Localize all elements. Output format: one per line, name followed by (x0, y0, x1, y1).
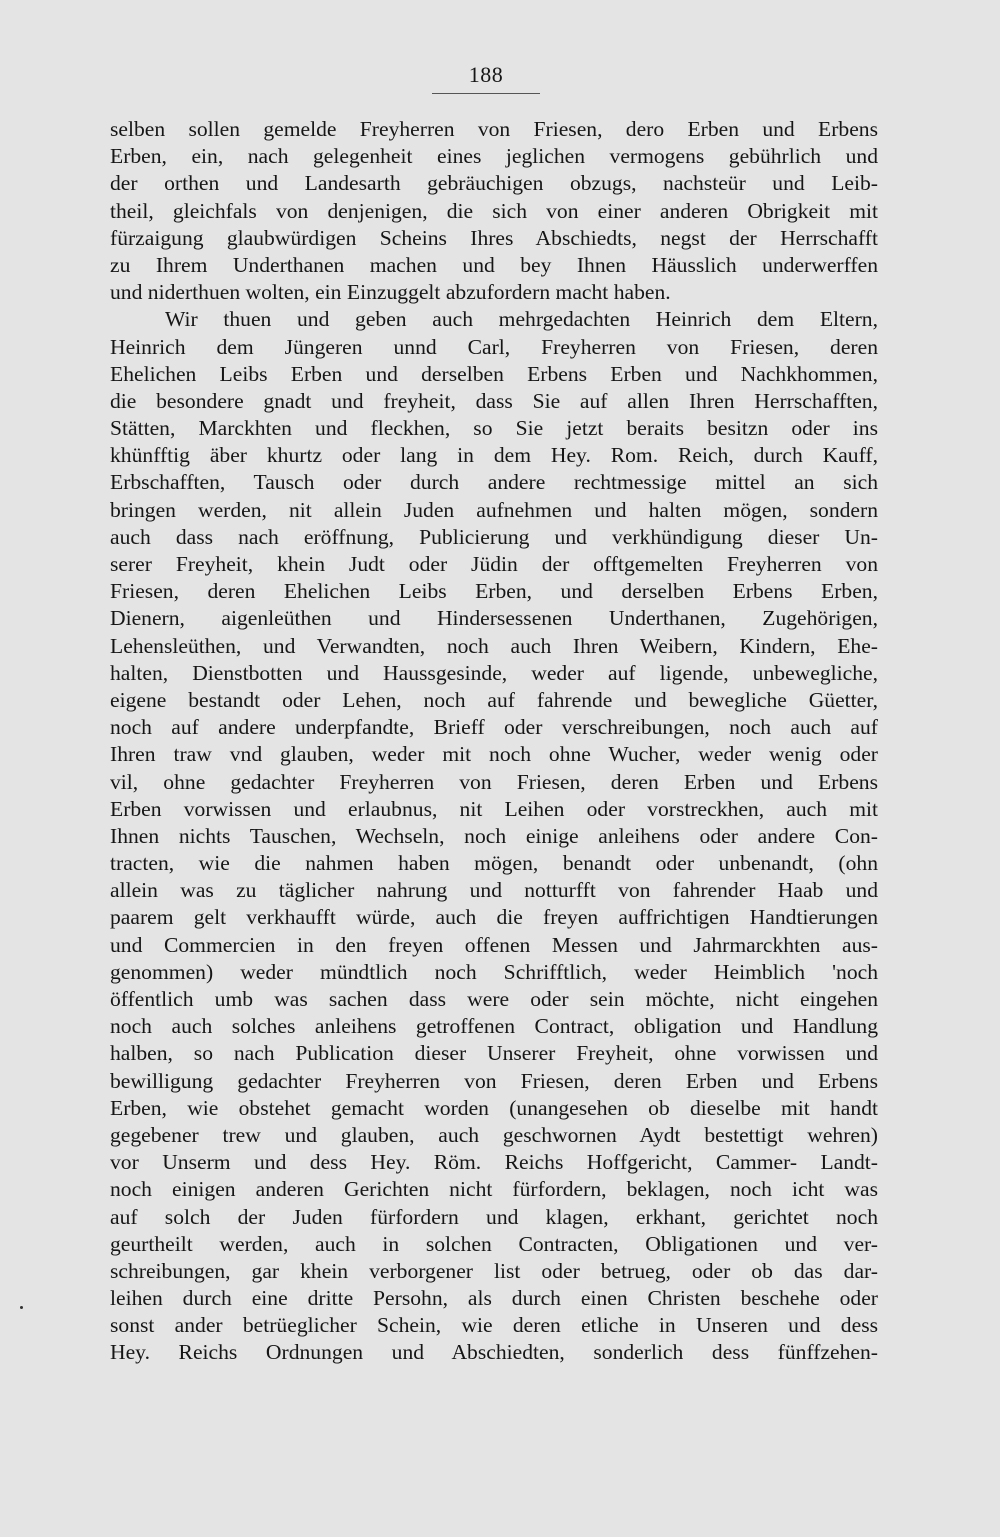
text-line: allein was zu täglicher nahrung und notturfft von fahrender Haab und (110, 878, 878, 903)
text-line: vor Unserm und dess Hey. Röm. Reichs Hoffgericht, Cammer- Landt- (110, 1150, 878, 1175)
text-line: genommen) weder mündtlich noch Schrifftlich, weder Heimblich 'noch (110, 959, 878, 984)
text-line: die besondere gnadt und freyheit, dass Sie auf allen Ihren Herrschafften, (110, 388, 878, 413)
text-line: Stätten, Marckhten und fleckhen, so Sie jetzt beraits besitzn oder ins (110, 416, 878, 441)
text-line: noch auf andere underpfandte, Brieff oder verschreibungen, noch auch auf (110, 715, 878, 740)
text-line: auf solch der Juden fürfordern und klagen, erkhant, gerichtet noch (110, 1204, 878, 1229)
text-line: Dienern, aigenleüthen und Hindersessenen Underthanen, Zugehörigen, (110, 606, 878, 631)
text-line: und Commercien in den freyen offenen Messen und Jahrmarckhten aus- (110, 932, 878, 957)
text-line: eigene bestandt oder Lehen, noch auf fahrende und bewegliche Güetter, (110, 687, 878, 712)
text-line: halben, so nach Publication dieser Unserer Freyheit, ohne vorwissen und (110, 1041, 878, 1066)
text-line: Ihren traw vnd glauben, weder mit noch ohne Wucher, weder wenig oder (110, 742, 878, 767)
text-line: der orthen und Landesarth gebräuchigen obzugs, nachsteür und Leib- (110, 171, 878, 196)
text-line: khünfftig äber khurtz oder lang in dem Hey. Rom. Reich, durch Kauff, (110, 443, 878, 468)
text-line: Erben vorwissen und erlaubnus, nit Leihen oder vorstreckhen, auch mit (110, 796, 878, 821)
text-line: Ihnen nichts Tauschen, Wechseln, noch einige anleihens oder andere Con- (110, 823, 878, 848)
page-number-rule (432, 93, 540, 94)
text-line: Ehelichen Leibs Erben und derselben Erbens Erben und Nachkhommen, (110, 361, 878, 386)
text-line: Heinrich dem Jüngeren unnd Carl, Freyherren von Friesen, deren (110, 334, 878, 359)
text-line: und niderthuen wolten, ein Einzuggelt abzufordern macht haben. (110, 280, 671, 305)
text-line: Erben, wie obstehet gemacht worden (unangesehen ob dieselbe mit handt (110, 1095, 878, 1120)
text-line: zu Ihrem Underthanen machen und bey Ihnen Häusslich underwerffen (110, 252, 878, 277)
margin-speck (20, 1306, 23, 1309)
text-line: bringen werden, nit allein Juden aufnehmen und halten mögen, sondern (110, 497, 878, 522)
text-line: Erben, ein, nach gelegenheit eines jeglichen vermogens gebührlich und (110, 144, 878, 169)
text-line: theil, gleichfals von denjenigen, die sich von einer anderen Obrigkeit mit (110, 198, 878, 223)
page-number: 188 (468, 62, 504, 87)
text-line: sonst ander betrüeglicher Schein, wie deren etliche in Unseren und dess (110, 1313, 878, 1338)
body-text (110, 116, 878, 1367)
text-line: tracten, wie die nahmen haben mögen, benandt oder unbenandt, (ohn (110, 851, 878, 876)
text-line: auch dass nach eröffnung, Publicierung und verkhündigung dieser Un- (110, 524, 878, 549)
text-line: gegebener trew und glauben, auch geschwornen Aydt bestettigt wehren) (110, 1122, 878, 1147)
text-line: bewilligung gedachter Freyherren von Friesen, deren Erben und Erbens (110, 1068, 878, 1093)
text-line: noch einigen anderen Gerichten nicht fürfordern, beklagen, noch icht was (110, 1177, 878, 1202)
text-line: paarem gelt verkhaufft würde, auch die freyen auffrichtigen Handtierungen (110, 905, 878, 930)
text-line: Erbschafften, Tausch oder durch andere rechtmessige mittel an sich (110, 470, 878, 495)
text-line: noch auch solches anleihens getroffenen Contract, obligation und Handlung (110, 1014, 878, 1039)
text-line: leihen durch eine dritte Persohn, als durch einen Christen beschehe oder (110, 1286, 878, 1311)
text-line: vil, ohne gedachter Freyherren von Friesen, deren Erben und Erbens (110, 769, 878, 794)
text-line: Lehensleüthen, und Verwandten, noch auch Ihren Weibern, Kindern, Ehe- (110, 633, 878, 658)
text-line: Wir thuen und geben auch mehrgedachten Heinrich dem Eltern, (165, 307, 878, 332)
text-line: fürzaigung glaubwürdigen Scheins Ihres Abschiedts, negst der Herrschafft (110, 225, 878, 250)
text-line: schreibungen, gar khein verborgener list oder betrueg, oder ob das dar- (110, 1258, 878, 1283)
text-line: Friesen, deren Ehelichen Leibs Erben, und derselben Erbens Erben, (110, 579, 878, 604)
text-line: serer Freyheit, khein Judt oder Jüdin der offtgemelten Freyherren von (110, 552, 878, 576)
text-line: selben sollen gemelde Freyherren von Friesen, dero Erben und Erbens (110, 117, 878, 141)
text-line: halten, Dienstbotten und Haussgesinde, weder auf ligende, unbewegliche, (110, 660, 878, 685)
text-line: geurtheilt werden, auch in solchen Contracten, Obligationen und ver- (110, 1231, 878, 1256)
text-line: Hey. Reichs Ordnungen und Abschiedten, sonderlich dess fünffzehen- (110, 1340, 878, 1365)
text-line: öffentlich umb was sachen dass were oder sein möchte, nicht eingehen (110, 987, 878, 1011)
